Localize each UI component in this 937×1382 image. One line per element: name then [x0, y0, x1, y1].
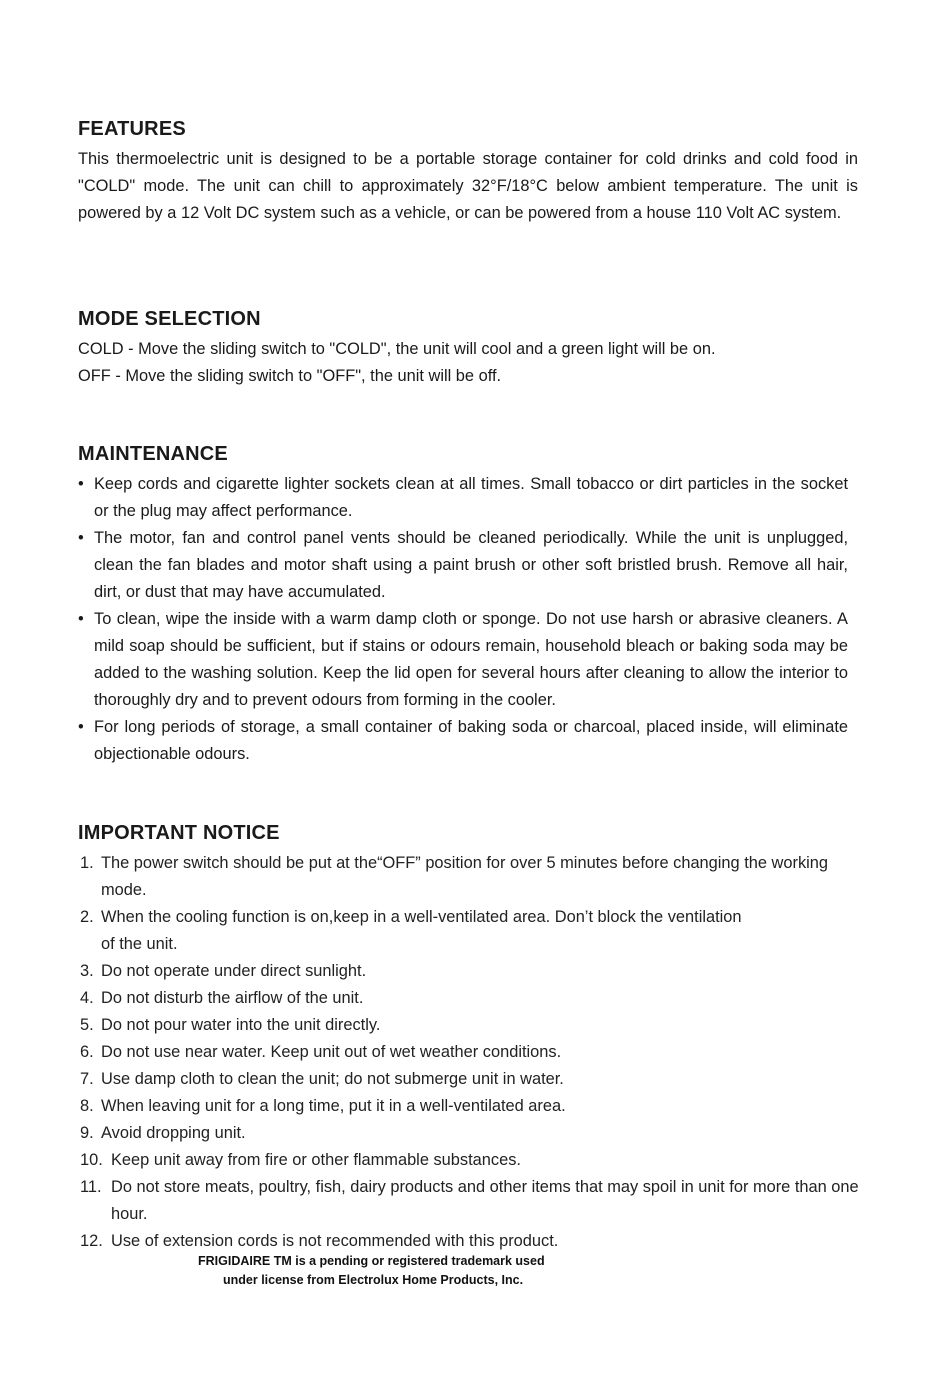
list-item	[78, 1093, 878, 1120]
item-number: 10.	[80, 1151, 103, 1169]
list-item-text: Avoid dropping unit.	[101, 1124, 246, 1142]
list-item	[78, 1174, 878, 1228]
item-number: 2.	[80, 908, 94, 926]
item-number: 8.	[80, 1097, 94, 1115]
item-number: 7.	[80, 1070, 94, 1088]
mode-selection-heading: MODE SELECTION	[78, 308, 261, 330]
mode-selection-section	[78, 306, 858, 390]
list-item-text: Keep unit away from fire or other flammable substances.	[111, 1151, 521, 1169]
features-heading: FEATURES	[78, 118, 186, 140]
list-item	[78, 606, 848, 714]
list-item-text: For long periods of storage, a small container of baking soda or charcoal, placed inside, will eliminate objectionable odours.	[94, 718, 848, 763]
list-item	[78, 904, 751, 958]
list-item	[78, 1039, 878, 1066]
list-item-text: Use damp cloth to clean the unit; do not submerge unit in water.	[101, 1070, 564, 1088]
item-number: 11.	[80, 1178, 102, 1196]
bullet-icon: •	[78, 529, 84, 547]
list-item	[78, 714, 848, 768]
list-item	[78, 1066, 878, 1093]
trademark-line-1: FRIGIDAIRE TM is a pending or registered trademark used	[198, 1254, 545, 1268]
list-item	[78, 1012, 878, 1039]
item-number: 4.	[80, 989, 94, 1007]
important-notice-heading: IMPORTANT NOTICE	[78, 822, 280, 844]
list-item	[78, 985, 878, 1012]
maintenance-section	[78, 441, 848, 768]
list-item-text: When leaving unit for a long time, put it in a well-ventilated area.	[101, 1097, 566, 1115]
notice-list	[78, 850, 878, 1255]
trademark-line-2: under license from Electrolux Home Products, Inc.	[223, 1273, 524, 1287]
list-item	[78, 1147, 878, 1174]
list-item-text: The power switch should be put at the“OFF” position for over 5 minutes before changing the working mode.	[101, 854, 829, 899]
mode-cold-line: COLD - Move the sliding switch to "COLD", the unit will cool and a green light will be on.	[78, 340, 716, 358]
list-item	[78, 471, 848, 525]
item-number: 9.	[80, 1124, 94, 1142]
maintenance-list	[78, 471, 848, 768]
trademark-notice	[198, 1252, 558, 1290]
features-text: This thermoelectric unit is designed to be a portable storage container for cold drinks and cold food in "COLD" mode. The unit can chill to approximately 32°F/18°C below ambient temperature. The unit is powered by a 12 Volt DC system such as a vehicle, or can be powered from a house 110 Volt AC system.	[78, 150, 858, 222]
maintenance-heading: MAINTENANCE	[78, 443, 228, 465]
list-item-text: Use of extension cords is not recommended with this product.	[111, 1232, 559, 1250]
bullet-icon: •	[78, 610, 84, 628]
list-item	[78, 525, 848, 606]
important-notice-section	[78, 820, 878, 1255]
list-item-text: The motor, fan and control panel vents should be cleaned periodically. While the unit is unplugged, clean the fan blades and motor shaft using a paint brush or other soft bristled brush. Remove all hair, dirt, or dust that may have accumulated.	[94, 529, 848, 601]
features-section	[78, 116, 858, 227]
list-item-text: When the cooling function is on,keep in a well-ventilated area. Don’t block the ventilation of the unit.	[101, 908, 742, 953]
list-item-text: Do not disturb the airflow of the unit.	[101, 989, 364, 1007]
list-item-text: Do not operate under direct sunlight.	[101, 962, 367, 980]
list-item	[78, 958, 878, 985]
list-item-text: Do not use near water. Keep unit out of wet weather conditions.	[101, 1043, 562, 1061]
item-number: 6.	[80, 1043, 94, 1061]
list-item-text: Keep cords and cigarette lighter sockets clean at all times. Small tobacco or dirt particles in the socket or the plug may affect performance.	[94, 475, 848, 520]
item-number: 1.	[80, 854, 94, 872]
bullet-icon: •	[78, 718, 84, 736]
item-number: 3.	[80, 962, 94, 980]
mode-off-line: OFF - Move the sliding switch to "OFF", the unit will be off.	[78, 367, 502, 385]
list-item	[78, 850, 878, 904]
bullet-icon: •	[78, 475, 84, 493]
list-item-text: To clean, wipe the inside with a warm damp cloth or sponge. Do not use harsh or abrasive cleaners. A mild soap should be sufficient, but if stains or odours remain, household bleach or baking soda may be added to the washing solution. Keep the lid open for several hours after cleaning to allow the interior to thoroughly dry and to prevent odours from forming in the cooler.	[94, 610, 848, 709]
item-number: 5.	[80, 1016, 94, 1034]
list-item	[78, 1120, 878, 1147]
item-number: 12.	[80, 1232, 103, 1250]
list-item-text: Do not store meats, poultry, fish, dairy products and other items that may spoil in unit for more than one hour.	[111, 1178, 859, 1223]
list-item	[78, 1228, 878, 1255]
list-item-text: Do not pour water into the unit directly.	[101, 1016, 381, 1034]
